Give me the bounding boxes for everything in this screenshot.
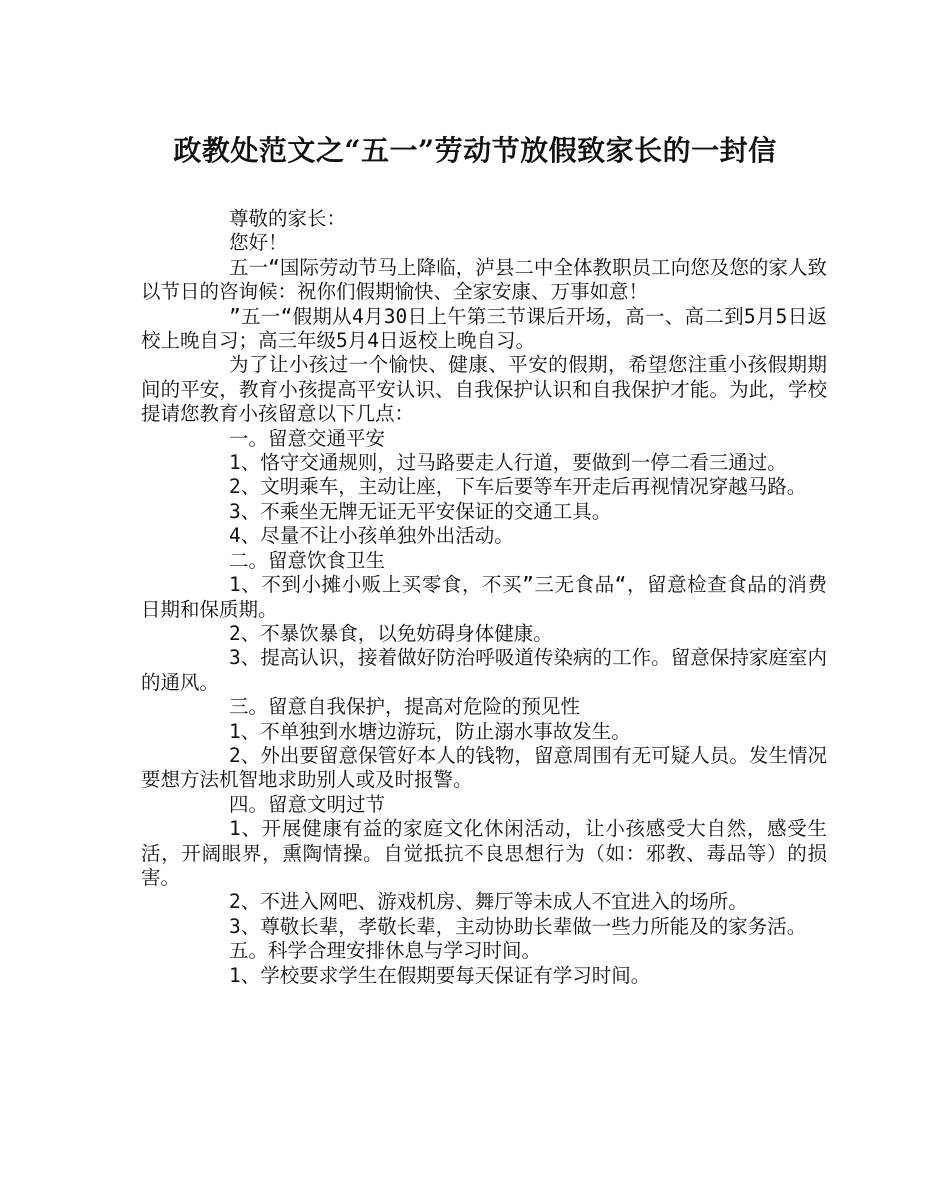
section-heading: 三。留意自我保护，提高对危险的预见性 (229, 695, 581, 719)
paragraph: 五一“国际劳动节马上降临，泸县二中全体教职员工向您及您的家人致以节日的咨询候：祝你们假期愉快、全家安康、万事如意！ (141, 255, 827, 304)
list-item: 1、不到小摊小贩上买零食，不买”三无食品“，留意检查食品的消费日期和保质期。 (141, 573, 827, 621)
list-item: 3、尊敬长辈，孝敬长辈，主动协助长辈做一些力所能及的家务活。 (229, 914, 807, 938)
salutation: 尊敬的家长： (229, 207, 347, 230)
section-heading: 一。留意交通平安 (229, 426, 386, 450)
document-body (141, 207, 827, 988)
paragraph: 为了让小孩过一个愉快、健康、平安的假期，希望您注重小孩假期期间的平安，教育小孩提高平安认识、自我保护认识和自我保护才能。为此，学校提请您教育小孩留意以下几点： (141, 353, 827, 426)
paragraph: ”五一“假期从4月30日上午第三节课后开场，高一、高二到5月5日返校上晚自习；高三年级5月4日返校上晚自习。 (141, 304, 827, 353)
list-item: 1、恪守交通规则，过马路要走人行道，要做到一停二看三通过。 (229, 451, 787, 475)
section-heading: 四。留意文明过节 (229, 792, 386, 816)
list-item: 1、开展健康有益的家庭文化休闲活动，让小孩感受大自然，感受生活，开阔眼界，熏陶情操。自觉抵抗不良思想行为（如：邪教、毒品等）的损害。 (141, 817, 827, 889)
list-item: 1、学校要求学生在假期要每天保证有学习时间。 (229, 963, 651, 987)
greeting: 您好！ (229, 231, 288, 255)
section-heading: 五。科学合理安排休息与学习时间。 (229, 939, 542, 963)
list-item: 2、外出要留意保管好本人的钱物，留意周围有无可疑人员。发生情况要想方法机智地求助别人或及时报警。 (141, 743, 827, 792)
list-item: 1、不单独到水塘边游玩，防止溺水事故发生。 (229, 719, 631, 743)
list-item: 3、不乘坐无牌无证无平安保证的交通工具。 (229, 499, 612, 523)
document-title: 政教处范文之“五一”劳动节放假致家长的一封信 (173, 134, 777, 167)
list-item: 2、不暴饮暴食，以免妨碍身体健康。 (229, 621, 553, 645)
list-item: 3、提高认识，接着做好防治呼吸道传染病的工作。留意保持家庭室内的通风。 (141, 646, 827, 694)
list-item: 2、文明乘车，主动让座，下车后要等车开走后再视情况穿越马路。 (229, 475, 807, 499)
list-item: 2、不进入网吧、游戏机房、舞厅等未成人不宜进入的场所。 (229, 890, 748, 914)
list-item: 4、尽量不让小孩单独外出活动。 (229, 524, 514, 548)
section-heading: 二。留意饮食卫生 (229, 548, 386, 572)
